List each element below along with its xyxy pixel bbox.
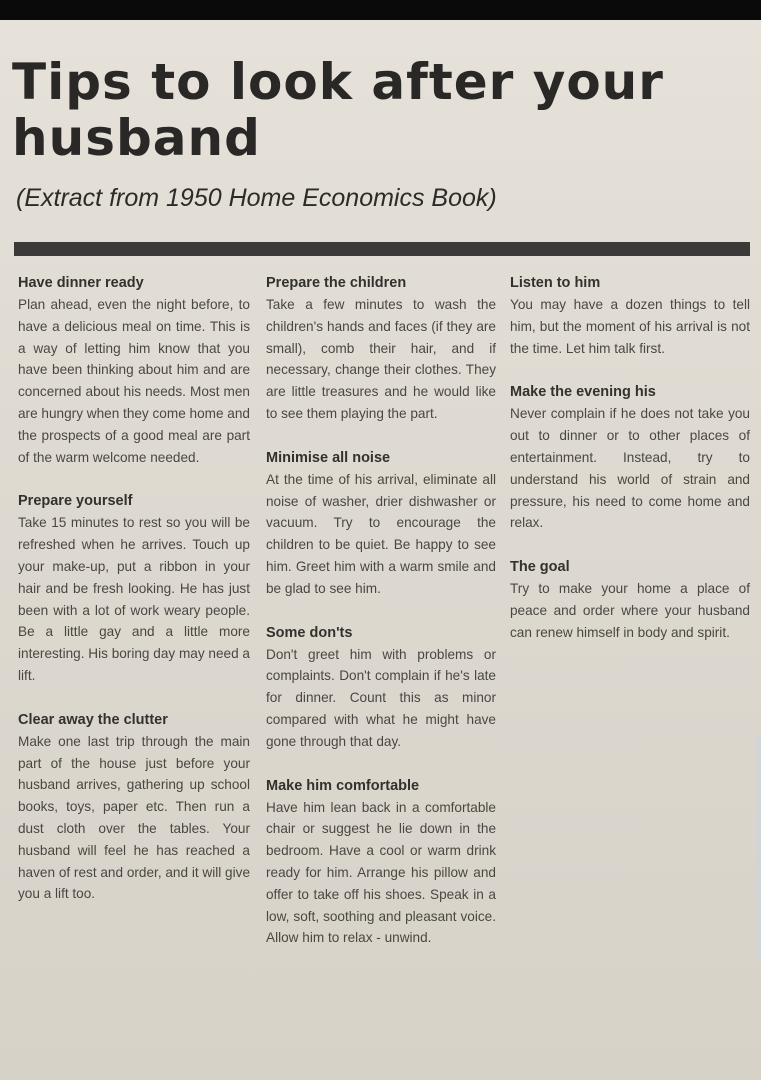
section-body: You may have a dozen things to tell him, but the moment of his arrival is not the time. Let him talk first. [510,297,750,356]
page-subtitle: (Extract from 1950 Home Economics Book) [16,184,497,212]
section-body: At the time of his arrival, eliminate all noise of washer, drier dishwasher or vacuum. Try to encourage the children to be quiet. Be happy to see him. Greet him with a warm smile and be glad to see him. [266,471,496,596]
page-title: Tips to look after your husband [12,53,664,167]
section-make-him-comfortable [266,775,496,950]
section-body: Try to make your home a place of peace and order where your husband can renew himself in body and spirit. [510,581,750,640]
section-clear-away-the-clutter [18,709,250,905]
section-have-dinner-ready [18,272,250,468]
section-body: Make one last trip through the main part of the house just before your husband arrives, gathering up school books, toys, paper etc. Then run a dust cloth over the tables. Your husband will feel he has reached a haven of rest and order, and it will give you a lift too. [18,733,250,902]
scrollbar-thumb[interactable] [756,735,761,960]
title-divider [14,242,750,256]
article-page [0,20,761,1080]
section-prepare-the-children [266,272,496,425]
section-prepare-yourself [18,490,250,686]
column-1 [18,272,250,905]
section-minimise-all-noise [266,447,496,600]
section-heading: Make the evening his [510,384,656,401]
section-listen-to-him [510,272,750,359]
section-body: Take a few minutes to wash the children's hands and faces (if they are small), comb their hair, and if necessary, change their clothes. They are little treasures and he would like to see them playing the part. [266,297,496,421]
section-heading: Listen to him [510,275,601,291]
section-heading: Some don'ts [266,624,353,641]
section-make-the-evening-his [510,381,750,534]
section-body: Have him lean back in a comfortable chair or suggest he lie down in the bedroom. Have a cool or warm drink ready for him. Arrange his pillow and offer to take off his shoes. Speak in a low, soft, soothing and pleasant voice. Allow him to relax - unwind. [266,799,496,946]
section-heading: Make him comfortable [266,777,420,794]
section-body: Take 15 minutes to rest so you will be refreshed when he arrives. Touch up your make-up, put a ribbon in your hair and be fresh looking. He has just been with a lot of work weary people. Be a little gay and a little more interesting. His boring day may need a lift. [18,515,250,683]
section-heading: Prepare the children [266,275,407,291]
top-black-bar [0,0,761,20]
section-body: Don't greet him with problems or complaints. Don't complain if he's late for dinner. Count this as minor compared with what he might have gone through that day. [266,646,496,749]
column-3 [510,272,750,644]
column-2 [266,272,496,949]
section-heading: Minimise all noise [266,449,391,466]
section-heading: Have dinner ready [18,275,144,291]
section-body: Plan ahead, even the night before, to have a delicious meal on time. This is a way of letting him know that you have been thinking about him and are concerned about his needs. Most men are hungry when they come home and the prospects of a good meal are part of the warm welcome needed. [18,297,250,465]
section-some-donts [266,622,496,753]
section-the-goal [510,556,750,643]
section-body: Never complain if he does not take you out to dinner or to other places of entertainment. Instead, try to understand his world of strain and pressure, his need to come home and relax. [510,406,750,531]
section-heading: The goal [510,559,570,576]
section-heading: Clear away the clutter [18,711,168,728]
section-heading: Prepare yourself [18,493,133,510]
